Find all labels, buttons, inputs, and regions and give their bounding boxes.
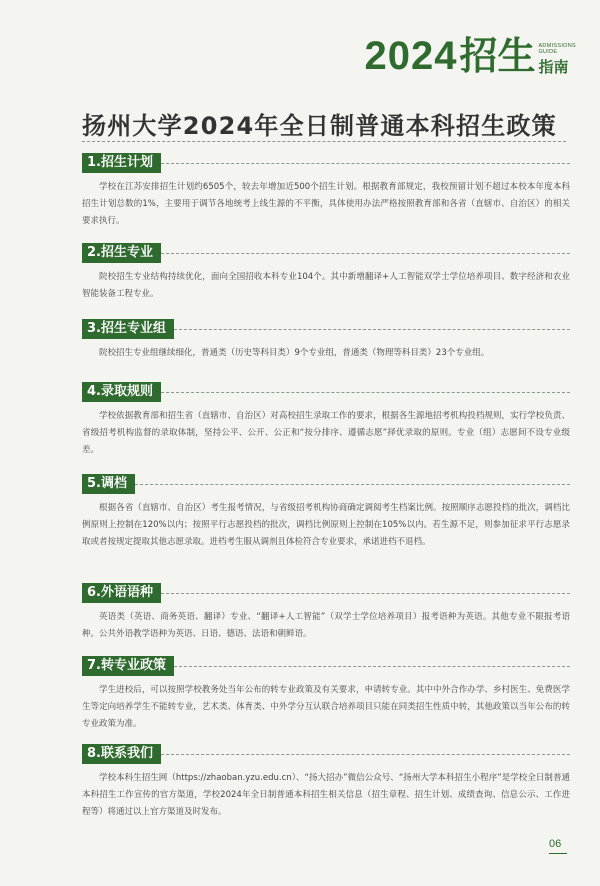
section-divider: [174, 666, 570, 667]
section-body: 院校招生专业结构持续优化，面向全国招收本科专业104个。其中新增翻译+人工智能双学士学位培养项目、数字经济和农业智能装备工程专业。: [82, 272, 570, 299]
section-heading: 1.招生计划: [82, 153, 161, 173]
section-header: [82, 382, 570, 402]
section-heading: 4.录取规则: [82, 382, 161, 402]
section-heading: 2.招生专业: [82, 243, 161, 263]
section-heading: 8.联系我们: [82, 744, 161, 764]
section-file-retrieval: [82, 474, 570, 551]
section-header: [82, 243, 570, 263]
brand-year: 2024: [364, 34, 458, 78]
section-heading: 7.转专业政策: [82, 656, 174, 676]
brand-guide-en: GUIDE: [538, 49, 558, 55]
section-heading: 6.外语语种: [82, 583, 161, 603]
section-major-transfer: [82, 656, 570, 733]
page-title: 扬州大学2024年全日制普通本科招生政策: [82, 112, 557, 140]
section-divider: [161, 163, 570, 164]
guide-brand: [364, 36, 576, 76]
section-divider: [174, 329, 570, 330]
section-majors: [82, 243, 570, 303]
page-number: 06: [549, 838, 562, 850]
section-divider: [135, 484, 570, 485]
section-divider: [161, 754, 570, 755]
brand-zhaosheng: 招生: [459, 34, 536, 78]
section-heading: 3.招生专业组: [82, 319, 174, 339]
section-body: 学校本科生招生网（https://zhaoban.yzu.edu.cn）、“扬大招办”微信公众号、“扬州大学本科招生小程序”是学校全日制普通本科招生工作宣传的官方渠道，学校2024年全日制普通本科招生相关信息（招生章程、招生计划、成绩查询、信息公示、工作进程等）将通过以上官方渠道及时发布。: [82, 773, 570, 817]
section-header: [82, 153, 570, 173]
section-body: 英语类（英语、商务英语、翻译）专业、“翻译+人工智能”（双学士学位培养项目）报考语种为英语。其他专业不限报考语种。公共外语教学语种为英语、日语、德语、法语和朝鲜语。: [82, 612, 570, 639]
section-contact-us: [82, 744, 570, 821]
section-body: 学生进校后，可以按照学校教务处当年公布的转专业政策及有关要求，申请转专业。其中中外合作办学、乡村医生、免费医学生等定向培养学生不能转专业，艺术类、体育类、中外学分互认联合培养项目只能在同类招生性质中转，其他政策以当年公布的转专业政策为准。: [82, 685, 570, 729]
section-enrollment-plan: [82, 153, 570, 230]
brand-admissions-en: ADMISSIONS: [538, 43, 576, 49]
section-body: 院校招生专业组继续细化，普通类（历史等科目类）9个专业组，普通类（物理等科目类）23个专业组。: [99, 348, 490, 358]
section-header: [82, 744, 570, 764]
section-body: 学校依据教育部和招生省（直辖市、自治区）对高校招生录取工作的要求，根据各生源地招考机构投档规则，实行学校负责、省级招考机构监督的录取体制，坚持公平、公开、公正和“按分排序、遵循志愿”择优录取的原则。专业（组）志愿间不设专业级差。: [82, 411, 570, 455]
section-foreign-language: [82, 583, 570, 643]
section-divider: [161, 392, 570, 393]
section-header: [82, 656, 570, 676]
section-divider: [161, 253, 570, 254]
section-body: 根据各省（直辖市、自治区）考生报考情况，与省级招考机构协商确定调阅考生档案比例。按照顺序志愿投档的批次，调档比例原则上控制在120%以内；按照平行志愿投档的批次，调档比例原则上控制在105%以内。若生源不足，则参加征求平行志愿录取或者按规定提取其他志愿录取。进档考生服从调剂且体检符合专业要求，承诺进档不退档。: [82, 503, 570, 547]
section-major-groups: [82, 319, 570, 362]
section-heading: 5.调档: [82, 474, 135, 494]
section-header: [82, 319, 570, 339]
title-divider: [82, 141, 566, 142]
section-body: 学校在江苏安排招生计划约6505个，较去年增加近500个招生计划。根据教育部规定，我校预留计划不超过本校本年度本科招生计划总数的1%，主要用于调节各地统考上线生源的不平衡，具体使用办法严格按照教育部和各省（直辖市、自治区）的相关要求执行。: [82, 182, 570, 226]
brand-right: [538, 43, 576, 76]
section-admission-rules: [82, 382, 570, 459]
section-header: [82, 583, 570, 603]
section-header: [82, 474, 570, 494]
section-divider: [161, 593, 570, 594]
page-number-underline: [549, 853, 567, 854]
brand-zhinan: 指南: [538, 58, 569, 76]
